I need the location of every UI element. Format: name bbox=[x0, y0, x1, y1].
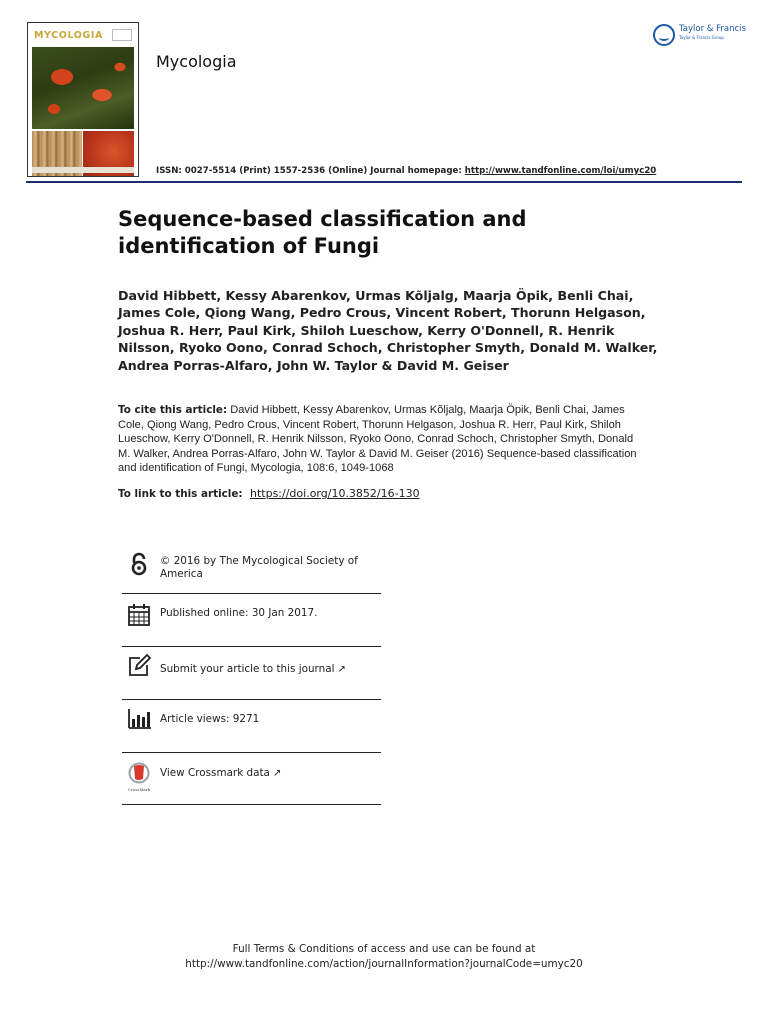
crossmark-icon bbox=[126, 762, 154, 792]
row-divider bbox=[122, 804, 381, 805]
open-access-icon bbox=[126, 552, 152, 578]
crossmark-row[interactable] bbox=[122, 753, 381, 806]
cover-footer-band bbox=[32, 167, 134, 173]
terms-url[interactable]: http://www.tandfonline.com/action/journalInformation?journalCode=umyc20 bbox=[185, 957, 583, 970]
cover-photo-mushrooms bbox=[32, 47, 134, 129]
header-divider bbox=[26, 181, 742, 183]
journal-name: Mycologia bbox=[156, 52, 237, 71]
publisher-subname: Taylor & Francis Group bbox=[679, 35, 724, 40]
publisher-name: Taylor & Francis bbox=[679, 24, 746, 34]
terms-line: Full Terms & Conditions of access and use can be found at bbox=[232, 943, 536, 955]
calendar-icon bbox=[126, 602, 152, 628]
cover-volume-box bbox=[112, 29, 132, 41]
views-text: Article views: 9271 bbox=[160, 713, 260, 725]
submit-link[interactable] bbox=[160, 663, 375, 677]
external-link-icon: ↗ bbox=[272, 768, 282, 779]
crossmark-icon-label: CrossMark bbox=[127, 787, 151, 792]
cover-title: MYCOLOGIA bbox=[34, 30, 103, 41]
citation-text: David Hibbett, Kessy Abarenkov, Urmas Kõljalg, Maarja Öpik, Benli Chai, James Cole, Qiong Wang, Pedro Crous, Vincent Robert, Thorunn Helgason, Joshua R. Herr, Paul Kirk, Shiloh Lueschow, Kerry O'Donnell, R. Henrik Nilsson, Ryoko Oono, Conrad Schoch, Christopher Smyth, Donald M. Walker, Andrea Porras-Alfaro, John W. Taylor & David M. Geiser (2016) Sequence-based classification and identification of Fungi, Mycologia, 108:6, 1049-1068 bbox=[118, 404, 637, 475]
article-authors: David Hibbett, Kessy Abarenkov, Urmas Kõljalg, Maarja Öpik, Benli Chai, James Cole, Qiong Wang, Pedro Crous, Vincent Robert, Thorunn Helgason, Joshua R. Herr, Paul Kirk, Shiloh Lueschow, Kerry O'Donnell, R. Henrik Nilsson, Ryoko Oono, Conrad Schoch, Christopher Smyth, Donald M. Walker, Andrea Porras-Alfaro, John W. Taylor & David M. Geiser bbox=[118, 288, 658, 373]
article-link bbox=[118, 487, 420, 500]
publisher-logo-icon bbox=[653, 24, 675, 46]
crossmark-text: View Crossmark data bbox=[160, 767, 270, 779]
views-row bbox=[122, 700, 381, 753]
journal-cover-image bbox=[27, 22, 139, 177]
doi-link[interactable]: https://doi.org/10.3852/16-130 bbox=[250, 487, 420, 500]
terms-footer bbox=[0, 942, 768, 971]
crossmark-link[interactable] bbox=[160, 767, 375, 781]
issn-line bbox=[156, 166, 656, 176]
external-link-icon: ↗ bbox=[337, 664, 346, 675]
article-link-label: To link to this article: bbox=[118, 488, 243, 500]
copyright-row bbox=[122, 548, 381, 594]
issn-text: ISSN: 0027-5514 (Print) 1557-2536 (Online) Journal homepage: bbox=[156, 166, 462, 176]
submit-row[interactable] bbox=[122, 647, 381, 700]
bar-chart-icon bbox=[126, 706, 152, 732]
edit-icon bbox=[126, 653, 152, 679]
citation-label: To cite this article: bbox=[118, 404, 228, 416]
citation bbox=[118, 403, 648, 476]
copyright-text: © 2016 by The Mycological Society of America bbox=[160, 555, 358, 580]
published-text: Published online: 30 Jan 2017. bbox=[160, 607, 318, 619]
article-title: Sequence-based classification and identification of Fungi bbox=[118, 207, 527, 258]
cover-header bbox=[32, 27, 134, 45]
published-row bbox=[122, 594, 381, 647]
journal-homepage-link[interactable]: http://www.tandfonline.com/loi/umyc20 bbox=[464, 166, 657, 176]
submit-text: Submit your article to this journal bbox=[160, 663, 335, 675]
publisher-logo bbox=[653, 22, 753, 48]
